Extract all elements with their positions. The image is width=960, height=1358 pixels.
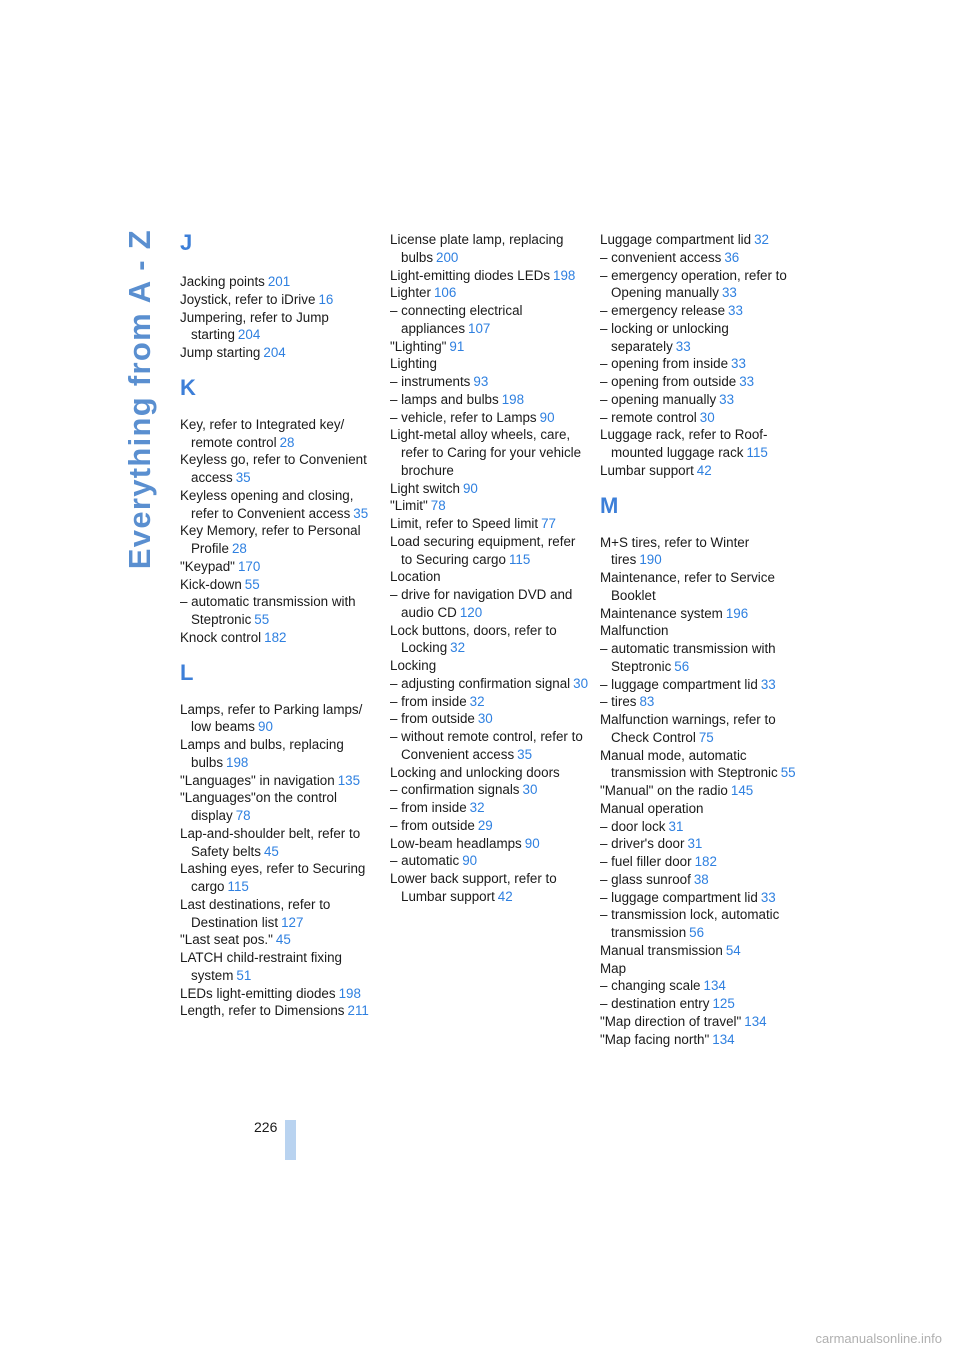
page-reference-link[interactable]: 198 [338, 985, 361, 1001]
index-entry-text: – automatic transmission with Steptronic [600, 641, 776, 674]
index-entry-text: Locking and unlocking doors [390, 764, 560, 780]
index-entry-text: Joystick, refer to iDrive [180, 291, 316, 307]
page-reference-link[interactable]: 78 [235, 808, 251, 823]
index-entry-text: – connecting electrical appliances [390, 303, 523, 336]
index-entry [180, 985, 380, 1003]
page-reference-link[interactable]: 55 [780, 765, 796, 781]
index-entry [390, 817, 590, 835]
index-entry [600, 782, 800, 800]
index-entry [390, 870, 590, 906]
index-entry [390, 728, 590, 764]
index-entry [600, 426, 800, 462]
index-entry [180, 344, 380, 362]
index-entry [600, 942, 800, 960]
index-entry-text: – from outside [390, 711, 475, 727]
index-entry [600, 800, 800, 818]
page-reference-link[interactable]: 134 [703, 978, 726, 994]
index-entry-text: Length, refer to Dimensions [180, 1003, 345, 1019]
index-column-2 [390, 231, 590, 906]
index-entry [390, 480, 590, 498]
index-entry [180, 825, 380, 861]
index-entry [180, 701, 380, 737]
index-entry-text: – changing scale [600, 978, 701, 994]
page-reference-link[interactable]: 204 [263, 345, 286, 360]
watermark: carmanualsonline.info [815, 1331, 942, 1346]
index-entry [390, 391, 590, 409]
index-entry-text: – door lock [600, 818, 666, 834]
index-entry [600, 693, 800, 711]
index-entry [180, 1002, 380, 1020]
page-reference-link[interactable]: 30 [522, 782, 538, 798]
page-reference-link[interactable]: 91 [449, 338, 465, 354]
index-entry-text: Malfunction [600, 623, 669, 639]
page-reference-link[interactable]: 134 [712, 1031, 735, 1047]
page-reference-link[interactable]: 125 [712, 996, 735, 1011]
page-reference-link[interactable]: 90 [258, 719, 273, 735]
index-entry [180, 736, 380, 772]
index-entry-text: LATCH child-restraint fixing system [180, 950, 342, 983]
index-entry-text: – lamps and bulbs [390, 391, 499, 407]
index-entry [600, 871, 800, 889]
page-reference-link[interactable]: 56 [674, 658, 690, 674]
index-entry [600, 711, 800, 747]
index-entry-text: Jump starting [180, 345, 261, 360]
page-reference-link[interactable]: 106 [433, 285, 457, 301]
index-entry [390, 409, 590, 427]
index-entry [600, 231, 800, 249]
index-entry-text: – remote control [600, 409, 697, 425]
index-entry [180, 860, 380, 896]
index-entry-text: – opening from outside [600, 374, 737, 389]
index-entry [180, 487, 380, 523]
index-entry-text: Load securing equipment, refer to Securing cargo [390, 533, 576, 567]
page-reference-link[interactable]: 30 [477, 711, 493, 727]
index-entry-text: – drive for navigation DVD and audio CD [390, 587, 573, 620]
index-entry [600, 249, 800, 267]
index-entry [180, 629, 380, 647]
index-entry [600, 1013, 800, 1031]
index-entry-text: – opening from inside [600, 356, 729, 372]
index-entry-text: "Languages" in navigation [180, 772, 335, 788]
page-reference-link[interactable]: 90 [462, 853, 478, 869]
index-entry-text: "Manual" on the radio [600, 783, 728, 798]
index-entry [390, 373, 590, 391]
page-reference-link[interactable]: 33 [721, 285, 737, 301]
page-reference-link[interactable]: 107 [468, 320, 491, 336]
page-reference-link[interactable]: 16 [318, 291, 334, 307]
index-entry-text: – from inside [390, 800, 467, 815]
section-letter: L [180, 659, 194, 685]
index-entry [390, 284, 590, 302]
page-reference-link[interactable]: 32 [469, 693, 485, 709]
index-entry-text: Lumbar support [600, 462, 694, 478]
index-entry [390, 586, 590, 622]
index-entry [180, 593, 380, 629]
index-entry [390, 515, 590, 533]
page-reference-link[interactable]: 78 [430, 498, 446, 514]
index-entry-text: Low-beam headlamps [390, 835, 522, 851]
index-entry-text: Lap-and-shoulder belt, refer to Safety belts [180, 825, 361, 859]
index-entry-text: – fuel filler door [600, 854, 692, 869]
page-reference-link[interactable]: 33 [731, 356, 746, 372]
index-entry-text: – from inside [390, 693, 467, 709]
index-entry-text: "Limit" [390, 498, 428, 514]
index-entry [180, 931, 380, 949]
section-letter: M [600, 492, 619, 518]
page-reference-link[interactable]: 90 [524, 835, 540, 851]
index-entry-text: Jacking points [180, 274, 265, 289]
index-entry-text: Locking [390, 658, 437, 673]
page-reference-link[interactable]: 182 [694, 854, 717, 869]
index-entry-text: – adjusting confirmation signal [390, 675, 571, 691]
index-column-1 [180, 231, 380, 1020]
index-entry [180, 949, 380, 985]
index-entry-text: – luggage compartment lid [600, 676, 758, 692]
index-entry-text: Manual operation [600, 800, 704, 816]
page-reference-link[interactable]: 115 [746, 445, 768, 460]
index-entry-text: "Map direction of travel" [600, 1013, 742, 1029]
index-entry [600, 569, 800, 605]
index-entry [390, 710, 590, 728]
page-reference-link[interactable]: 32 [469, 800, 485, 815]
index-entry [600, 409, 800, 427]
index-entry-text: Light-metal alloy wheels, care, refer to Caring for your vehicle brochure [390, 427, 582, 478]
index-entry [390, 835, 590, 853]
page-reference-link[interactable]: 201 [267, 274, 291, 289]
page-reference-link[interactable]: 134 [744, 1013, 767, 1029]
page-reference-link[interactable]: 38 [693, 871, 709, 887]
index-entry [390, 781, 590, 799]
index-entry-text: – from outside [390, 817, 475, 833]
index-entry [600, 267, 800, 303]
index-entry-text: Light-emitting diodes LEDs [390, 267, 551, 283]
index-entry [600, 853, 800, 871]
index-column-3 [600, 231, 800, 1048]
index-entry-text: Lower back support, refer to Lumbar support [390, 871, 557, 904]
index-entry [180, 896, 380, 932]
page-reference-link[interactable]: 135 [337, 772, 361, 788]
index-entry-text: "Map facing north" [600, 1031, 710, 1047]
section-letter: J [180, 230, 193, 255]
index-entry-text: Location [390, 569, 441, 585]
index-entry-text: – tires [600, 694, 637, 710]
index-entry-text: Malfunction warnings, refer to Check Control [600, 712, 776, 745]
page-reference-link[interactable]: 35 [235, 470, 251, 485]
index-entry [600, 391, 800, 409]
page-reference-link[interactable]: 211 [347, 1003, 369, 1019]
page-number: 226 [254, 1119, 278, 1135]
page-reference-link[interactable]: 36 [724, 249, 740, 265]
index-entry-text: – destination entry [600, 996, 710, 1011]
page-reference-link[interactable]: 42 [696, 462, 712, 478]
index-entry-text: – opening manually [600, 391, 717, 407]
index-entry-text: Maintenance system [600, 605, 723, 621]
index-entry-text: License plate lamp, replacing bulbs [390, 232, 564, 265]
index-entry [600, 960, 800, 978]
page-reference-link[interactable]: 75 [698, 729, 714, 745]
index-entry [390, 693, 590, 711]
page-reference-link[interactable]: 30 [573, 675, 589, 691]
index-entry [600, 373, 800, 391]
index-entry-text: Knock control [180, 629, 262, 645]
index-entry-text: Last destinations, refer to Destination list [180, 896, 331, 930]
index-entry [390, 302, 590, 338]
index-entry-text: – driver's door [600, 836, 685, 852]
index-entry [180, 789, 380, 825]
index-entry-text: Maintenance, refer to Service Booklet [600, 570, 775, 603]
index-entry [600, 818, 800, 836]
index-entry-text: Lashing eyes, refer to Securing cargo [180, 861, 366, 894]
index-entry-text: Luggage compartment lid [600, 232, 752, 247]
page-reference-link[interactable]: 198 [501, 391, 525, 407]
index-entry [600, 640, 800, 676]
index-entry-text: Lock buttons, doors, refer to Locking [390, 622, 557, 656]
index-entry [180, 273, 380, 291]
index-entry [600, 995, 800, 1013]
index-entry [390, 657, 590, 675]
index-entry-text: Map [600, 960, 627, 976]
index-entry-text: – automatic [390, 853, 460, 869]
page-reference-link[interactable]: 32 [754, 232, 770, 247]
index-entry-text: "Lighting" [390, 338, 447, 354]
page-reference-link[interactable]: 31 [668, 818, 684, 834]
page-reference-link[interactable]: 56 [689, 925, 705, 940]
page-reference-link[interactable]: 31 [687, 836, 703, 852]
index-entry [180, 772, 380, 790]
index-entry [600, 320, 800, 356]
index-entry [390, 533, 590, 569]
index-entry [600, 889, 800, 907]
index-entry [390, 568, 590, 586]
index-entry [180, 558, 380, 576]
index-entry [600, 1031, 800, 1049]
section-title: Everything from A - Z [122, 229, 157, 570]
index-entry [390, 355, 590, 373]
page-reference-link[interactable]: 196 [725, 605, 749, 621]
page-reference-link[interactable]: 33 [728, 303, 743, 318]
index-entry [390, 267, 590, 285]
page-reference-link[interactable]: 33 [675, 338, 691, 354]
index-entry [600, 355, 800, 373]
index-entry-text: Keyless opening and closing, refer to Convenient access [180, 487, 354, 521]
index-entry-text: Keyless go, refer to Convenient access [180, 452, 367, 485]
index-entry-text: Limit, refer to Speed limit [390, 516, 539, 531]
index-entry [180, 576, 380, 594]
page-reference-link[interactable]: 51 [236, 967, 252, 983]
page-reference-link[interactable]: 32 [450, 640, 466, 656]
index-entry [600, 622, 800, 640]
page-reference-link[interactable]: 45 [275, 932, 291, 948]
index-entry-text: Key, refer to Integrated key/ remote control [180, 416, 345, 450]
page-reference-link[interactable]: 30 [699, 409, 715, 425]
index-entry [600, 605, 800, 623]
index-entry-text: Key Memory, refer to Personal Profile [180, 523, 361, 556]
page-reference-link[interactable]: 28 [231, 541, 247, 556]
index-entry-text: – glass sunroof [600, 871, 691, 887]
index-entry-text: "Last seat pos." [180, 932, 273, 948]
index-entry-text: "Keypad" [180, 558, 235, 574]
index-entry [600, 676, 800, 694]
index-entry-text: Lamps, refer to Parking lamps/ low beams [180, 701, 363, 735]
index-entry [600, 534, 800, 570]
page-reference-link[interactable]: 90 [539, 409, 555, 425]
index-entry [180, 416, 380, 452]
page-reference-link[interactable]: 127 [281, 914, 304, 930]
page-reference-link[interactable]: 33 [760, 889, 776, 905]
index-entry [390, 852, 590, 870]
index-entry-text: – instruments [390, 374, 471, 389]
index-entry-text: – transmission lock, automatic transmission [600, 907, 780, 940]
index-entry-text: – emergency operation, refer to Opening manually [600, 267, 787, 301]
index-entry [390, 497, 590, 515]
index-entry [390, 231, 590, 267]
page-reference-link[interactable]: 198 [226, 754, 249, 770]
index-entry-text: Lamps and bulbs, replacing bulbs [180, 737, 344, 770]
page-reference-link[interactable]: 170 [237, 558, 261, 574]
index-entry [180, 451, 380, 487]
index-entry-text: Lighter [390, 285, 431, 301]
page-reference-link[interactable]: 204 [237, 327, 261, 343]
page-reference-link[interactable]: 33 [719, 391, 735, 407]
page-reference-link[interactable]: 54 [725, 942, 741, 958]
index-entry [600, 747, 800, 783]
index-entry [180, 309, 380, 345]
index-entry-text: – convenient access [600, 249, 722, 265]
page-reference-link[interactable]: 45 [263, 843, 279, 859]
page-reference-link[interactable]: 33 [739, 374, 755, 389]
page-reference-link[interactable]: 28 [279, 434, 295, 450]
index-entry-text: "Languages"on the control display [180, 790, 337, 823]
index-entry [390, 426, 590, 479]
section-letter: K [180, 374, 196, 400]
page-reference-link[interactable]: 83 [639, 694, 655, 710]
index-entry [390, 764, 590, 782]
page-reference-link[interactable]: 33 [760, 676, 776, 692]
index-entry [600, 977, 800, 995]
index-entry [390, 675, 590, 693]
index-entry-text: LEDs light-emitting diodes [180, 985, 336, 1001]
index-entry-text: Manual transmission [600, 942, 723, 958]
index-entry-text: Lighting [390, 356, 437, 372]
index-entry-text: Luggage rack, refer to Roof-mounted luggage rack [600, 427, 768, 460]
index-entry [600, 835, 800, 853]
page-reference-link[interactable]: 35 [517, 746, 533, 762]
index-entry-text: – without remote control, refer to Convenient access [390, 729, 583, 762]
page-reference-link[interactable]: 93 [473, 374, 489, 389]
page-reference-link[interactable]: 120 [459, 604, 483, 620]
index-entry-text: – automatic transmission with Steptronic [180, 594, 356, 627]
page-reference-link[interactable]: 42 [497, 888, 513, 904]
index-entry [180, 522, 380, 558]
index-entry-text: M+S tires, refer to Winter tires [600, 534, 750, 568]
page-reference-link[interactable]: 198 [553, 267, 576, 283]
index-entry-text: Light switch [390, 480, 460, 496]
page-reference-link[interactable]: 115 [227, 879, 249, 894]
index-entry [390, 799, 590, 817]
page-reference-link[interactable]: 115 [508, 551, 531, 567]
index-entry [600, 906, 800, 942]
page-reference-link[interactable]: 55 [254, 612, 270, 627]
page-reference-link[interactable]: 90 [462, 480, 478, 496]
index-entry [600, 462, 800, 480]
page-reference-link[interactable]: 29 [477, 817, 493, 833]
index-entry-text: Kick-down [180, 576, 242, 592]
index-entry-text: – vehicle, refer to Lamps [390, 409, 537, 425]
index-entry-text: – confirmation signals [390, 782, 520, 798]
page-reference-link[interactable]: 190 [639, 552, 662, 568]
page-reference-link[interactable]: 200 [436, 249, 459, 265]
index-entry-text: Manual mode, automatic transmission with Steptronic [600, 747, 778, 781]
index-entry [180, 291, 380, 309]
index-entry [390, 622, 590, 658]
page-reference-link[interactable]: 35 [353, 505, 369, 521]
page-reference-link[interactable]: 55 [244, 576, 260, 592]
index-entry-text: Jumpering, refer to Jump starting [180, 309, 329, 343]
index-entry [600, 302, 800, 320]
index-entry-text: – emergency release [600, 303, 726, 318]
index-entry-text: – locking or unlocking separately [600, 320, 729, 354]
page-marker-bar [285, 1120, 296, 1160]
page-reference-link[interactable]: 145 [730, 783, 754, 798]
page-reference-link[interactable]: 77 [541, 516, 557, 531]
index-entry-text: – luggage compartment lid [600, 889, 758, 905]
index-entry [390, 338, 590, 356]
page-reference-link[interactable]: 182 [264, 629, 287, 645]
